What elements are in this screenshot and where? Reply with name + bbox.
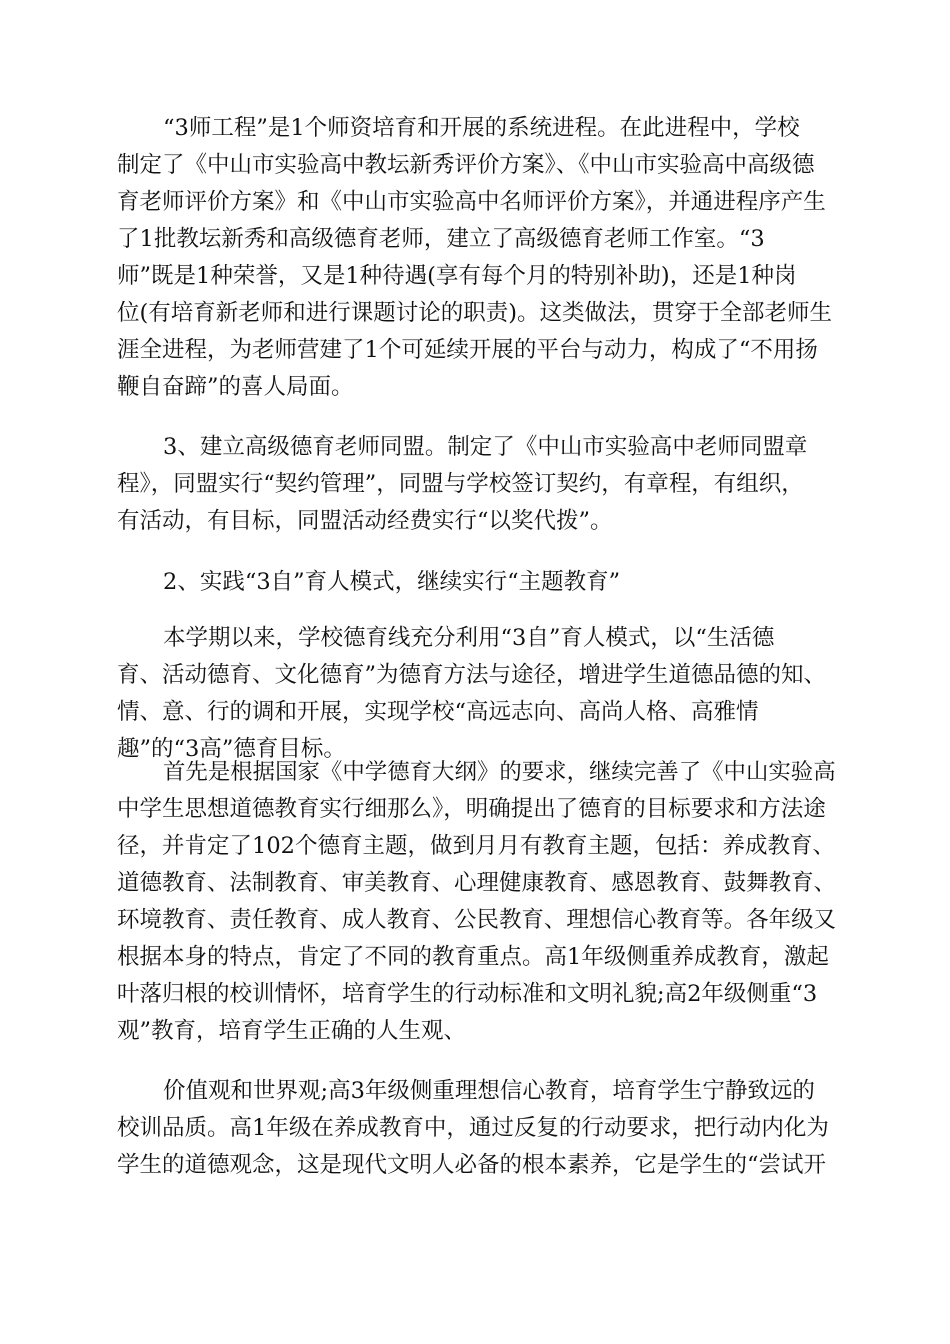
text-line: 道德教育、法制教育、审美教育、心理健康教育、感恩教育、鼓舞教育、 xyxy=(117,870,837,896)
text-line: 学生的道德观念，这是现代文明人必备的根本素养，它是学生的“尝试开 xyxy=(117,1152,827,1178)
text-line: 本学期以来，学校德育线充分利用“3自”育人模式，以“生活德 xyxy=(163,625,775,651)
text-line: “3师工程”是1个师资培育和开展的系统进程。在此进程中，学校 xyxy=(163,115,800,141)
text-line: 趣”的“3高”德育目标。 xyxy=(117,736,346,762)
text-line: 环境教育、责任教育、成人教育、公民教育、理想信心教育等。各年级又 xyxy=(117,907,837,933)
text-line: 3、建立高级德育老师同盟。制定了《中山市实验高中老师同盟章 xyxy=(163,434,808,460)
text-line: 根据本身的特点，肯定了不同的教育重点。高1年级侧重养成教育，激起 xyxy=(117,944,829,970)
text-line: 涯全进程，为老师营建了1个可延续开展的平台与动力，构成了“不用扬 xyxy=(117,337,818,363)
text-line: 校训品质。高1年级在养成教育中，通过反复的行动要求，把行动内化为 xyxy=(117,1115,829,1141)
text-line: 制定了《中山市实验高中教坛新秀评价方案》、《中山市实验高中高级德 xyxy=(117,152,815,178)
text-line: 师”既是1种荣誉，又是1种待遇(享有每个月的特别补助)，还是1种岗 xyxy=(117,263,797,289)
text-line: 位(有培育新老师和进行课题讨论的职责)。这类做法，贯穿于全部老师生 xyxy=(117,300,833,326)
text-line: 观”教育，培育学生正确的人生观、 xyxy=(117,1018,467,1044)
text-line: 鞭自奋蹄”的喜人局面。 xyxy=(117,374,354,400)
text-line: 叶落归根的校训情怀，培育学生的行动标准和文明礼貌;高2年级侧重“3 xyxy=(117,981,818,1007)
text-line: 中学生思想道德教育实行细那么》，明确提出了德育的目标要求和方法途 xyxy=(117,796,826,822)
text-line: 情、意、行的调和开展，实现学校“高远志向、高尚人格、高雅情 xyxy=(117,699,759,725)
text-line: 育老师评价方案》和《中山市实验高中名师评价方案》，并通进程序产生 xyxy=(117,189,826,215)
text-line: 了1批教坛新秀和高级德育老师，建立了高级德育老师工作室。“3 xyxy=(117,226,765,252)
text-line: 有活动，有目标，同盟活动经费实行“以奖代拨”。 xyxy=(117,508,613,534)
text-line: 2、实践“3自”育人模式，继续实行“主题教育” xyxy=(163,569,621,595)
text-line: 首先是根据国家《中学德育大纲》的要求，继续完善了《中山实验高 xyxy=(163,759,836,785)
text-line: 价值观和世界观;高3年级侧重理想信心教育，培育学生宁静致远的 xyxy=(163,1078,815,1104)
text-line: 径，并肯定了102个德育主题，做到月月有教育主题，包括：养成教育、 xyxy=(117,833,835,859)
text-line: 育、活动德育、文化德育”为德育方法与途径，增进学生道德品德的知、 xyxy=(117,662,827,688)
text-line: 程》，同盟实行“契约管理”，同盟与学校签订契约，有章程，有组织， xyxy=(117,471,804,497)
